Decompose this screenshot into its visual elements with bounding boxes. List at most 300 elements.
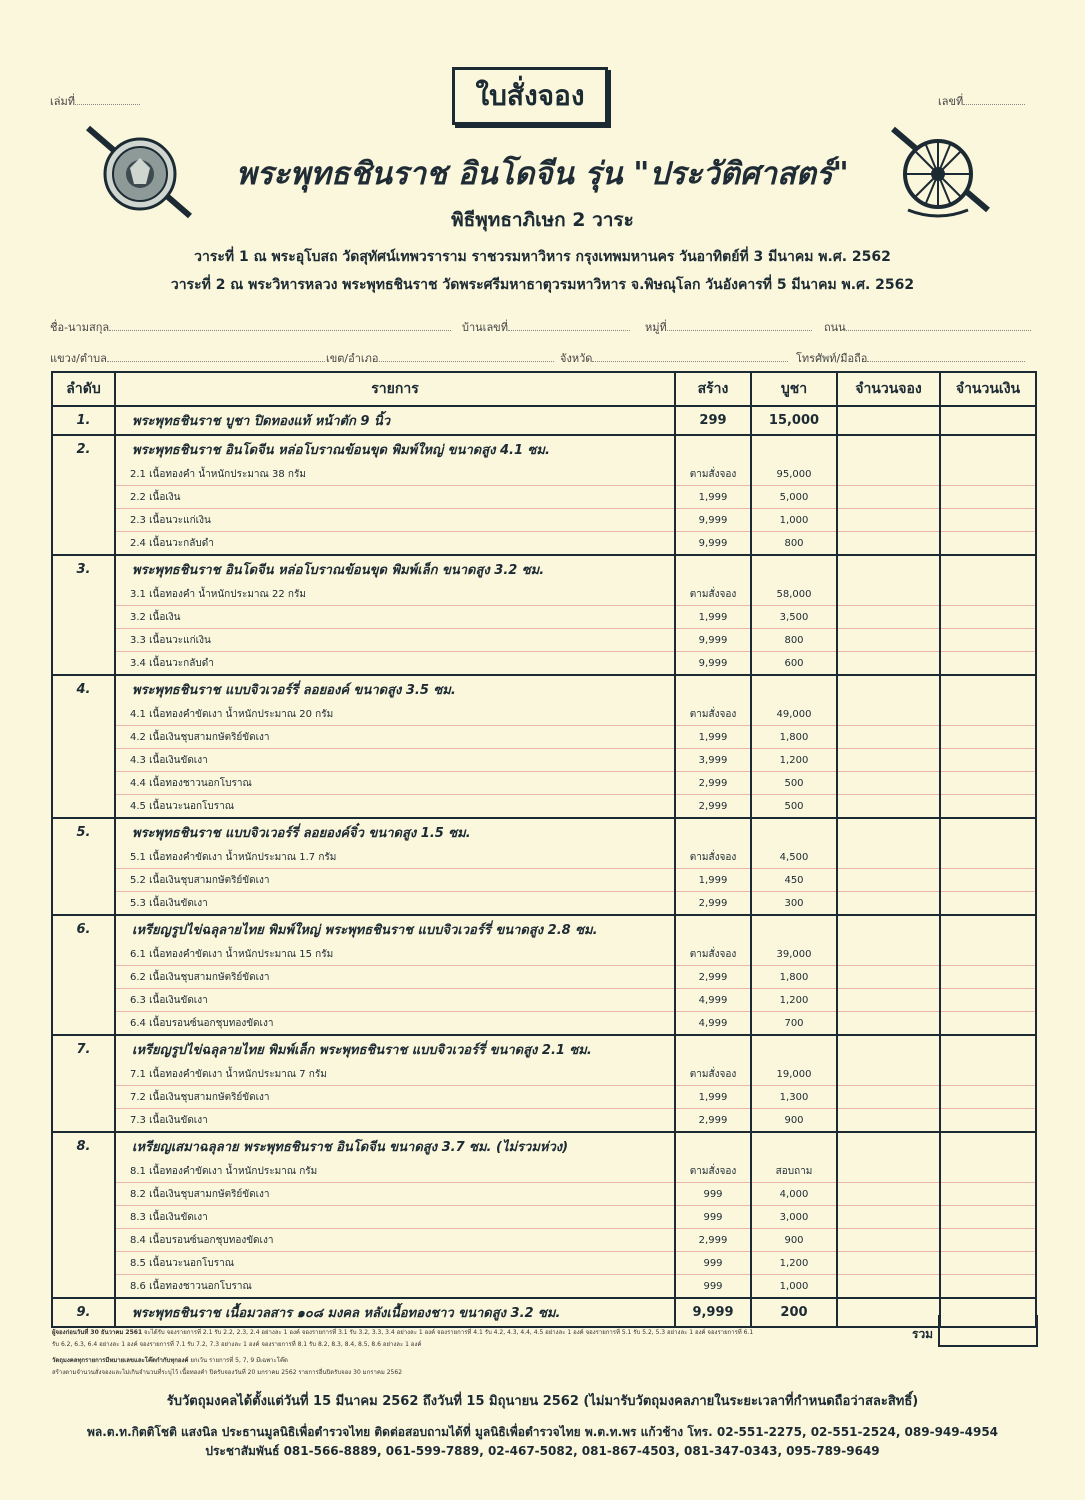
row-index-empty [52, 463, 115, 486]
row-index-empty [52, 583, 115, 606]
row-made [675, 1132, 751, 1160]
table-row [52, 869, 1036, 892]
row-qty-cell[interactable] [837, 703, 940, 726]
row-amount-cell[interactable] [940, 1206, 1036, 1229]
table-row [52, 583, 1036, 606]
row-amount-cell[interactable] [940, 989, 1036, 1012]
row-index-empty [52, 703, 115, 726]
table-row [52, 772, 1036, 795]
table-row-group [52, 555, 1036, 583]
subdistrict-label: แขวง/ตำบล [50, 352, 107, 365]
table-row [52, 943, 1036, 966]
row-made: 1,999 [675, 606, 751, 629]
table-row [52, 606, 1036, 629]
row-sub-item-name: 7.2 เนื้อเงินชุบสามกษัตริย์ขัดเงา [115, 1086, 675, 1109]
row-price: 800 [751, 629, 837, 652]
row-qty-cell[interactable] [837, 463, 940, 486]
row-qty-cell[interactable] [837, 652, 940, 676]
note-line-1 [52, 1328, 902, 1338]
row-index-empty [52, 1012, 115, 1036]
row-qty-cell[interactable] [837, 509, 940, 532]
house-number-field[interactable] [462, 318, 630, 336]
subtitle: พิธีพุทธาภิเษก 2 วาระ [451, 209, 634, 231]
row-price [751, 675, 837, 703]
row-sub-item-name: 6.2 เนื้อเงินชุบสามกษัตริย์ขัดเงา [115, 966, 675, 989]
row-index-empty [52, 749, 115, 772]
pr-phone-line: ประชาสัมพันธ์ 081-566-8889, 061-599-7889, 02-467-5082, 081-867-4503, 081-347-0343, 095-789-9649 [205, 1444, 880, 1458]
row-qty-cell[interactable] [837, 1012, 940, 1036]
moo-field[interactable] [645, 318, 812, 336]
row-amount-cell[interactable] [940, 1109, 1036, 1133]
row-index-empty [52, 966, 115, 989]
ceremony-1: วาระที่ 1 ณ พระอุโบสถ วัดสุทัศน์เทพวราราม ราชวรมหาวิหาร กรุงเทพมหานคร วันอาทิตย์ที่ 3 มีนาคม พ.ศ. 2562 [194, 249, 891, 265]
row-item-name: เหรียญรูปไข่ฉลุลายไทย พิมพ์เล็ก พระพุทธชินราช แบบจิวเวอร์รี่ ขนาดสูง 2.1 ซม. [115, 1035, 675, 1063]
row-price: สอบถาม [751, 1160, 837, 1183]
table-row [52, 509, 1036, 532]
row-price: 700 [751, 1012, 837, 1036]
row-index: 1. [52, 406, 115, 435]
row-sub-item-name: 8.6 เนื้อทองชาวนอกโบราณ [115, 1275, 675, 1299]
row-amount-cell[interactable] [940, 1252, 1036, 1275]
row-made: 3,999 [675, 749, 751, 772]
row-made: 1,999 [675, 726, 751, 749]
row-amount-cell[interactable] [940, 675, 1036, 703]
total-amount-field[interactable] [938, 1315, 1038, 1347]
row-amount-cell[interactable] [940, 1086, 1036, 1109]
row-amount-cell[interactable] [940, 509, 1036, 532]
house-label: บ้านเลขที่ [462, 321, 508, 334]
row-price: 200 [751, 1298, 837, 1327]
row-made: 2,999 [675, 892, 751, 916]
row-qty-cell[interactable] [837, 406, 940, 435]
row-made: 1,999 [675, 1086, 751, 1109]
col-made-header: สร้าง [675, 372, 751, 406]
row-made: ตามสั่งจอง [675, 943, 751, 966]
row-qty-cell[interactable] [837, 1132, 940, 1160]
row-index-empty [52, 1275, 115, 1299]
table-row [52, 1012, 1036, 1036]
phone-label: โทรศัพท์/มือถือ [796, 352, 868, 365]
table-row [52, 532, 1036, 556]
row-price: 4,000 [751, 1183, 837, 1206]
row-amount-cell[interactable] [940, 1160, 1036, 1183]
row-made: 9,999 [675, 1298, 751, 1327]
number-label: เลขที่ [938, 95, 964, 108]
row-qty-cell[interactable] [837, 1298, 940, 1327]
row-index-empty [52, 1063, 115, 1086]
row-amount-cell[interactable] [940, 652, 1036, 676]
note-line-3 [52, 1356, 902, 1366]
row-qty-cell[interactable] [837, 532, 940, 556]
row-index-empty [52, 989, 115, 1012]
row-index-empty [52, 652, 115, 676]
row-made: ตามสั่งจอง [675, 1063, 751, 1086]
row-index: 5. [52, 818, 115, 846]
contact-line: พล.ต.ท.กิตติโชติ แสงนิล ประธานมูลนิธิเพื่อตำรวจไทย ติดต่อสอบถามได้ที่ มูลนิธิเพื่อตำรวจไทย พ.ต.ท.พร แก้วช้าง โทร. 02-551-2275, 02-551-2524, 089-949-4954 [86, 1425, 999, 1439]
table-row [52, 463, 1036, 486]
table-row [52, 652, 1036, 676]
row-amount-cell[interactable] [940, 555, 1036, 583]
row-made: ตามสั่งจอง [675, 463, 751, 486]
table-row [52, 795, 1036, 819]
row-amount-cell[interactable] [940, 606, 1036, 629]
row-sub-item-name: 7.3 เนื้อเงินขัดเงา [115, 1109, 675, 1133]
row-item-name: เหรียญเสมาฉลุลาย พระพุทธชินราช อินโดจีน ขนาดสูง 3.7 ซม. (ไม่รวมห่วง) [115, 1132, 675, 1160]
row-made: ตามสั่งจอง [675, 583, 751, 606]
row-price: 95,000 [751, 463, 837, 486]
name-label: ชื่อ-นามสกุล [50, 321, 110, 334]
road-label: ถนน [824, 321, 846, 334]
row-amount-cell[interactable] [940, 846, 1036, 869]
row-qty-cell[interactable] [837, 943, 940, 966]
row-made: 4,999 [675, 989, 751, 1012]
province-label: จังหวัด [560, 352, 593, 365]
row-amount-cell[interactable] [940, 795, 1036, 819]
row-item-name: พระพุทธชินราช บูชา ปิดทองแท้ หน้าตัก 9 นิ้ว [115, 406, 675, 435]
row-qty-cell[interactable] [837, 675, 940, 703]
row-made: 2,999 [675, 1229, 751, 1252]
order-table [51, 371, 1037, 1328]
row-price: 1,300 [751, 1086, 837, 1109]
row-sub-item-name: 4.1 เนื้อทองคำขัดเงา น้ำหนักประมาณ 20 กรัม [115, 703, 675, 726]
note-line-3-bold: วัตถุมงคลทุกรายการมีหมายเลขและโค๊ดกำกับทุกองค์ [52, 1357, 189, 1364]
row-amount-cell[interactable] [940, 703, 1036, 726]
book-label: เล่มที่ [50, 95, 76, 108]
row-made: 2,999 [675, 966, 751, 989]
row-qty-cell[interactable] [837, 795, 940, 819]
row-price [751, 1132, 837, 1160]
row-qty-cell[interactable] [837, 1035, 940, 1063]
row-made: 9,999 [675, 652, 751, 676]
row-price: 5,000 [751, 486, 837, 509]
table-row [52, 486, 1036, 509]
row-made [675, 915, 751, 943]
row-qty-cell[interactable] [837, 1086, 940, 1109]
row-made: 9,999 [675, 509, 751, 532]
row-qty-cell[interactable] [837, 555, 940, 583]
pickup-notice: รับวัตถุมงคลได้ตั้งแต่วันที่ 15 มีนาคม 2562 ถึงวันที่ 15 มิถุนายน 2562 (ไม่มารับวัตถุมงคลภายในระยะเวลาที่กำหนดถือว่าสละสิทธิ์) [166, 1394, 919, 1409]
row-sub-item-name: 3.3 เนื้อนวะแก่เงิน [115, 629, 675, 652]
row-index: 3. [52, 555, 115, 583]
row-price: 500 [751, 772, 837, 795]
row-amount-cell[interactable] [940, 943, 1036, 966]
col-index-header: ลำดับ [52, 372, 115, 406]
row-made [675, 435, 751, 463]
row-sub-item-name: 5.1 เนื้อทองคำขัดเงา น้ำหนักประมาณ 1.7 กรัม [115, 846, 675, 869]
table-row [52, 892, 1036, 916]
row-amount-cell[interactable] [940, 915, 1036, 943]
col-qty-header: จำนวนจอง [837, 372, 940, 406]
row-index-empty [52, 846, 115, 869]
row-made [675, 818, 751, 846]
row-price: 1,200 [751, 989, 837, 1012]
row-amount-cell[interactable] [940, 869, 1036, 892]
row-amount-cell[interactable] [940, 1132, 1036, 1160]
row-index-empty [52, 486, 115, 509]
row-qty-cell[interactable] [837, 989, 940, 1012]
row-qty-cell[interactable] [837, 1252, 940, 1275]
table-row [52, 1160, 1036, 1183]
row-index: 2. [52, 435, 115, 463]
row-index-empty [52, 1206, 115, 1229]
row-sub-item-name: 7.1 เนื้อทองคำขัดเงา น้ำหนักประมาณ 7 กรัม [115, 1063, 675, 1086]
table-row [52, 1252, 1036, 1275]
row-made: 999 [675, 1206, 751, 1229]
row-index-empty [52, 943, 115, 966]
row-amount-cell[interactable] [940, 966, 1036, 989]
row-index-empty [52, 629, 115, 652]
row-sub-item-name: 8.4 เนื้อบรอนซ์นอกชุบทองขัดเงา [115, 1229, 675, 1252]
row-amount-cell[interactable] [940, 818, 1036, 846]
row-index-empty [52, 1229, 115, 1252]
row-index-empty [52, 1183, 115, 1206]
row-price: 1,000 [751, 509, 837, 532]
province-field[interactable] [560, 349, 788, 367]
row-sub-item-name: 2.1 เนื้อทองคำ น้ำหนักประมาณ 38 กรัม [115, 463, 675, 486]
row-price: 900 [751, 1229, 837, 1252]
row-price: 19,000 [751, 1063, 837, 1086]
row-sub-item-name: 8.2 เนื้อเงินชุบสามกษัตริย์ขัดเงา [115, 1183, 675, 1206]
row-index: 7. [52, 1035, 115, 1063]
order-table-body [52, 406, 1036, 1327]
row-sub-item-name: 6.1 เนื้อทองคำขัดเงา น้ำหนักประมาณ 15 กรัม [115, 943, 675, 966]
row-sub-item-name: 4.4 เนื้อทองชาวนอกโบราณ [115, 772, 675, 795]
row-qty-cell[interactable] [837, 1183, 940, 1206]
row-made [675, 555, 751, 583]
row-price [751, 435, 837, 463]
row-item-name: พระพุทธชินราช แบบจิวเวอร์รี่ ลอยองค์จิ๋ว ขนาดสูง 1.5 ซม. [115, 818, 675, 846]
row-qty-cell[interactable] [837, 846, 940, 869]
row-price [751, 818, 837, 846]
row-amount-cell[interactable] [940, 1183, 1036, 1206]
row-index-empty [52, 509, 115, 532]
table-row-group [52, 915, 1036, 943]
row-qty-cell[interactable] [837, 726, 940, 749]
row-price: 3,000 [751, 1206, 837, 1229]
row-qty-cell[interactable] [837, 915, 940, 943]
table-row [52, 1109, 1036, 1133]
row-made: 4,999 [675, 1012, 751, 1036]
row-price [751, 1035, 837, 1063]
row-price: 600 [751, 652, 837, 676]
row-sub-item-name: 3.4 เนื้อนวะกลับดำ [115, 652, 675, 676]
row-made [675, 675, 751, 703]
row-made: 9,999 [675, 629, 751, 652]
row-index-empty [52, 1160, 115, 1183]
row-sub-item-name: 2.4 เนื้อนวะกลับดำ [115, 532, 675, 556]
row-made: ตามสั่งจอง [675, 846, 751, 869]
row-index-empty [52, 772, 115, 795]
row-made: 2,999 [675, 1109, 751, 1133]
col-price-header: บูชา [751, 372, 837, 406]
row-qty-cell[interactable] [837, 1109, 940, 1133]
row-made: ตามสั่งจอง [675, 1160, 751, 1183]
row-price: 1,800 [751, 966, 837, 989]
row-item-name: เหรียญรูปไข่ฉลุลายไทย พิมพ์ใหญ่ พระพุทธชินราช แบบจิวเวอร์รี่ ขนาดสูง 2.8 ซม. [115, 915, 675, 943]
table-row [52, 1086, 1036, 1109]
row-amount-cell[interactable] [940, 532, 1036, 556]
row-item-name: พระพุทธชินราช อินโดจีน หล่อโบราณข้อนขุด พิมพ์ใหญ่ ขนาดสูง 4.1 ซม. [115, 435, 675, 463]
row-amount-cell[interactable] [940, 435, 1036, 463]
row-index-empty [52, 606, 115, 629]
row-amount-cell[interactable] [940, 463, 1036, 486]
table-row [52, 1183, 1036, 1206]
row-amount-cell[interactable] [940, 406, 1036, 435]
table-header-row [52, 372, 1036, 406]
row-sub-item-name: 6.3 เนื้อเงินขัดเงา [115, 989, 675, 1012]
row-amount-cell[interactable] [940, 1012, 1036, 1036]
table-row [52, 629, 1036, 652]
row-amount-cell[interactable] [940, 726, 1036, 749]
row-index: 6. [52, 915, 115, 943]
row-index-empty [52, 1252, 115, 1275]
row-made: 999 [675, 1183, 751, 1206]
table-row [52, 1275, 1036, 1299]
row-price: 900 [751, 1109, 837, 1133]
row-amount-cell[interactable] [940, 583, 1036, 606]
col-item-header: รายการ [115, 372, 675, 406]
row-price: 800 [751, 532, 837, 556]
row-qty-cell[interactable] [837, 583, 940, 606]
row-item-name: พระพุทธชินราช อินโดจีน หล่อโบราณข้อนขุด พิมพ์เล็ก ขนาดสูง 3.2 ซม. [115, 555, 675, 583]
moo-label: หมู่ที่ [645, 321, 667, 334]
row-made: 9,999 [675, 532, 751, 556]
row-qty-cell[interactable] [837, 772, 940, 795]
row-qty-cell[interactable] [837, 818, 940, 846]
row-sub-item-name: 3.1 เนื้อทองคำ น้ำหนักประมาณ 22 กรัม [115, 583, 675, 606]
note-line-1-bold: ผู้จองก่อนวันที่ 30 ธันวาคม 2561 [52, 1329, 143, 1336]
row-qty-cell[interactable] [837, 606, 940, 629]
row-price: 58,000 [751, 583, 837, 606]
row-qty-cell[interactable] [837, 486, 940, 509]
table-row-group [52, 435, 1036, 463]
row-sub-item-name: 6.4 เนื้อบรอนซ์นอกชุบทองขัดเงา [115, 1012, 675, 1036]
row-price: 4,500 [751, 846, 837, 869]
book-number-field[interactable] [50, 92, 140, 110]
row-price: 1,200 [751, 1252, 837, 1275]
row-item-name: พระพุทธชินราช เนื้อมวลสาร ๑๐๘ มงคล หลังเนื้อทองชาว ขนาดสูง 3.2 ซม. [115, 1298, 675, 1327]
table-row-group [52, 675, 1036, 703]
row-qty-cell[interactable] [837, 1063, 940, 1086]
table-row [52, 1063, 1036, 1086]
district-label: เขต/อำเภอ [326, 352, 379, 365]
row-made: 999 [675, 1275, 751, 1299]
row-qty-cell[interactable] [837, 1160, 940, 1183]
serial-number-field[interactable] [938, 92, 1025, 110]
row-price: 49,000 [751, 703, 837, 726]
row-price: 300 [751, 892, 837, 916]
row-made: 2,999 [675, 772, 751, 795]
row-amount-cell[interactable] [940, 749, 1036, 772]
main-title: พระพุทธชินราช อินโดจีน รุ่น "ประวัติศาสตร์" [236, 156, 849, 192]
row-qty-cell[interactable] [837, 869, 940, 892]
row-price: 39,000 [751, 943, 837, 966]
table-row-group [52, 406, 1036, 435]
row-sub-item-name: 8.3 เนื้อเงินขัดเงา [115, 1206, 675, 1229]
row-sub-item-name: 8.1 เนื้อทองคำขัดเงา น้ำหนักประมาณ กรัม [115, 1160, 675, 1183]
row-price: 1,200 [751, 749, 837, 772]
row-qty-cell[interactable] [837, 1229, 940, 1252]
row-amount-cell[interactable] [940, 772, 1036, 795]
row-amount-cell[interactable] [940, 486, 1036, 509]
note-line-2: รับ 6.2, 6.3, 6.4 อย่างละ 1 องค์ จองรายการที่ 7.1 รับ 7.2, 7.3 อย่างละ 1 องค์ จองรายการที่ 8.1 รับ 8.2, 8.3, 8.4, 8.5, 8.6 อย่างละ 1 องค์ [52, 1341, 422, 1348]
name-field[interactable] [50, 318, 451, 336]
row-item-name: พระพุทธชินราช แบบจิวเวอร์รี่ ลอยองค์ ขนาดสูง 3.5 ซม. [115, 675, 675, 703]
ceremony-2: วาระที่ 2 ณ พระวิหารหลวง พระพุทธชินราช วัดพระศรีมหาธาตุวรมหาวิหาร จ.พิษณุโลก วันอังคารที่ 5 มีนาคม พ.ศ. 2562 [170, 277, 915, 293]
road-field[interactable] [824, 318, 1031, 336]
row-made [675, 1035, 751, 1063]
row-index: 8. [52, 1132, 115, 1160]
row-made: 999 [675, 1252, 751, 1275]
row-amount-cell[interactable] [940, 892, 1036, 916]
row-price: 450 [751, 869, 837, 892]
note-line-1-text: จะได้รับ จองรายการที่ 2.1 รับ 2.2, 2.3, 2.4 อย่างละ 1 องค์ จองรายการที่ 3.1 รับ 3.2, 3.3, 3.4 อย่างละ 1 องค์ จองรายการที่ 4.1 รับ 4.2, 4.3, 4.4, 4.5 อย่างละ 1 องค์ จองรายการที่ 5.1 รับ 5.2, 5.3 อย่างละ 1 องค์ จองรายการที่ 6.1 [144, 1329, 754, 1336]
table-row [52, 703, 1036, 726]
row-index-empty [52, 795, 115, 819]
row-qty-cell[interactable] [837, 1275, 940, 1299]
subdistrict-field[interactable] [50, 349, 325, 367]
row-made: 2,999 [675, 795, 751, 819]
table-row-group [52, 1298, 1036, 1327]
col-amount-header: จำนวนเงิน [940, 372, 1036, 406]
row-price [751, 915, 837, 943]
row-sub-item-name: 4.2 เนื้อเงินชุบสามกษัตริย์ขัดเงา [115, 726, 675, 749]
row-made: ตามสั่งจอง [675, 703, 751, 726]
table-row [52, 749, 1036, 772]
row-amount-cell[interactable] [940, 1035, 1036, 1063]
phone-field[interactable] [796, 349, 1025, 367]
table-row-group [52, 818, 1036, 846]
row-qty-cell[interactable] [837, 749, 940, 772]
row-index: 9. [52, 1298, 115, 1327]
note-line-3-text: ยกเว้น รายการที่ 5, 7, 9 มีเฉพาะโค๊ด [190, 1357, 288, 1364]
row-amount-cell[interactable] [940, 629, 1036, 652]
row-made: 299 [675, 406, 751, 435]
row-amount-cell[interactable] [940, 1275, 1036, 1299]
row-sub-item-name: 8.5 เนื้อนวะนอกโบราณ [115, 1252, 675, 1275]
row-price [751, 555, 837, 583]
row-qty-cell[interactable] [837, 435, 940, 463]
row-amount-cell[interactable] [940, 1063, 1036, 1086]
table-row [52, 1206, 1036, 1229]
table-row [52, 846, 1036, 869]
table-row [52, 966, 1036, 989]
table-row-group [52, 1035, 1036, 1063]
table-row [52, 989, 1036, 1012]
row-qty-cell[interactable] [837, 966, 940, 989]
district-field[interactable] [326, 349, 554, 367]
table-row [52, 726, 1036, 749]
row-amount-cell[interactable] [940, 1229, 1036, 1252]
row-sub-item-name: 4.5 เนื้อนวะนอกโบราณ [115, 795, 675, 819]
row-qty-cell[interactable] [837, 629, 940, 652]
row-price: 500 [751, 795, 837, 819]
row-index-empty [52, 1086, 115, 1109]
row-price: 1,000 [751, 1275, 837, 1299]
row-price: 1,800 [751, 726, 837, 749]
row-index-empty [52, 532, 115, 556]
table-row [52, 1229, 1036, 1252]
row-sub-item-name: 2.3 เนื้อนวะแก่เงิน [115, 509, 675, 532]
row-qty-cell[interactable] [837, 1206, 940, 1229]
total-label: รวม [912, 1327, 934, 1341]
row-qty-cell[interactable] [837, 892, 940, 916]
row-made: 1,999 [675, 486, 751, 509]
form-title: ใบสั่งจอง [452, 67, 608, 125]
row-index-empty [52, 869, 115, 892]
row-sub-item-name: 4.3 เนื้อเงินขัดเงา [115, 749, 675, 772]
row-index: 4. [52, 675, 115, 703]
